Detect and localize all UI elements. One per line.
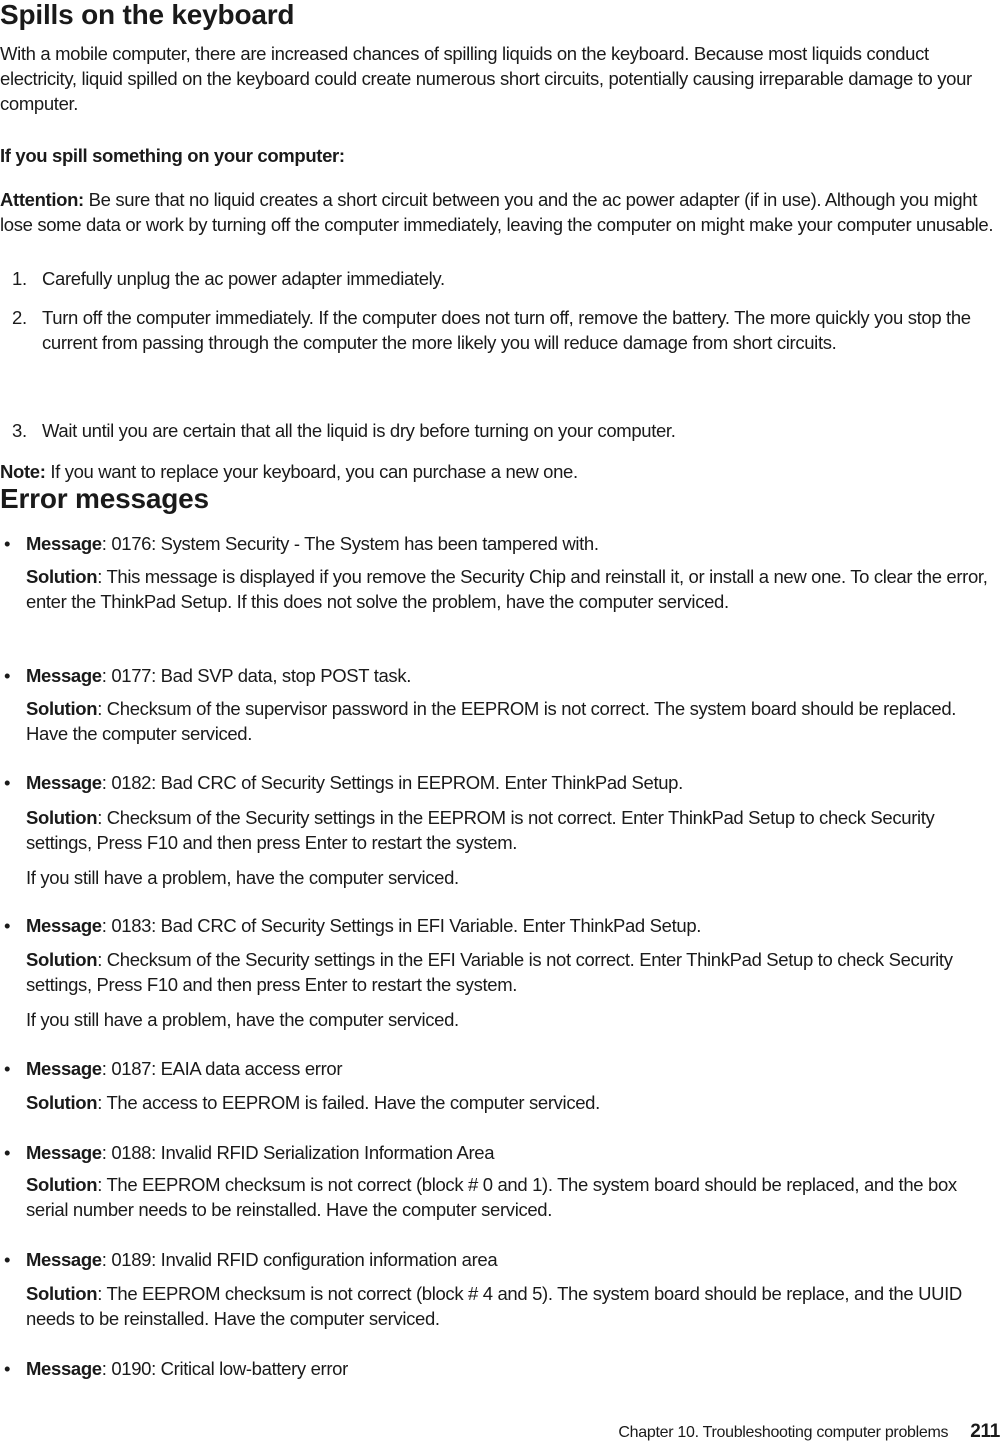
solution-paragraph: Solution: Checksum of the Security settings in the EEPROM is not correct. Enter ThinkPad Setup to check Security settings, Press F10 and then press Enter to restart the system. [26, 807, 935, 853]
solution-text: The access to EEPROM is failed. Have the computer serviced. [106, 1092, 600, 1113]
section-heading-errors: Error messages [0, 483, 209, 514]
step-number: 3. [12, 420, 27, 441]
solution-paragraph: Solution: The access to EEPROM is failed. Have the computer serviced. [26, 1092, 600, 1113]
message-text: 0182: Bad CRC of Security Settings in EEPROM. Enter ThinkPad Setup. [111, 772, 683, 793]
attention-label: Attention: [0, 189, 84, 210]
solution-label: Solution [26, 1283, 98, 1304]
solution-text: The EEPROM checksum is not correct (block # 4 and 5). The system board should be replace, and the UUID needs to be reinstalled. Have the computer serviced. [26, 1283, 962, 1329]
solution-label: Solution [26, 698, 98, 719]
message-label: Message [26, 533, 102, 554]
solution-label: Solution [26, 807, 98, 828]
solution-text: Checksum of the supervisor password in the EEPROM is not correct. The system board should be replaced. Have the computer serviced. [26, 698, 957, 744]
message-label: Message [26, 1358, 102, 1379]
solution-label: Solution [26, 949, 98, 970]
message-label: Message [26, 772, 102, 793]
message-label: Message [26, 665, 102, 686]
solution-text: The EEPROM checksum is not correct (block # 0 and 1). The system board should be replaced, and the box serial number needs to be reinstalled. Have the computer serviced. [26, 1174, 957, 1220]
bullet-icon: • [4, 1358, 11, 1379]
message-label: Message [26, 915, 102, 936]
bullet-icon: • [4, 772, 11, 793]
spill-subheading: If you spill something on your computer: [0, 145, 345, 166]
note-paragraph [0, 459, 1000, 484]
solution-label: Solution [26, 1174, 98, 1195]
message-label: Message [26, 1249, 102, 1270]
message-text: 0189: Invalid RFID configuration information area [111, 1249, 498, 1270]
step-number: 2. [12, 307, 27, 328]
solution-paragraph: Solution: Checksum of the supervisor password in the EEPROM is not correct. The system board should be replaced. Have the computer serviced. [26, 698, 957, 744]
bullet-icon: • [4, 533, 11, 554]
bullet-icon: • [4, 1058, 11, 1079]
page-footer [618, 1422, 1000, 1443]
solution-paragraph: Solution: The EEPROM checksum is not correct (block # 4 and 5). The system board should be replace, and the UUID needs to be reinstalled. Have the computer serviced. [26, 1283, 962, 1329]
message-label: Message [26, 1142, 102, 1163]
page-number: 211 [970, 1421, 1000, 1442]
message-label: Message [26, 1058, 102, 1079]
solution-extra: If you still have a problem, have the computer serviced. [26, 867, 459, 888]
section-heading-spills: Spills on the keyboard [0, 0, 295, 30]
note-text: If you want to replace your keyboard, you can purchase a new one. [50, 461, 578, 482]
document-page: Spills on the keyboard With a mobile computer, there are increased chances of spilling liquids on the keyboard. Because most liquids conduct electricity, liquid spilled on the keyboard could create numerous short circuits, potentially causing irreparable damage to your computer. If you spill something on your computer: Attention: Be sure that no liquid creates a short circuit between you and the ac power adapter (if in use). Although you might lose some data or work by turning off the computer immediately, leaving the computer on might make your computer unusable. 1. Carefully unplug the ac power adapter immediately. 2. Turn off the computer immediately. If the computer does not turn off, remove the battery. The more quickly you stop the current from passing through the computer the more likely you will reduce damage from short circuits. 3. Wait until you are certain that all the liquid is dry before turning on your computer. Note: If you want to replace your keyboard, you can purchase a new one. Error messages • Message: 0176: System Security - The System has been tampered with. Solution: This message is displayed if you remove the Security Chip and reinstall it, or install a new one. To clear the error, enter the ThinkPad Setup. If this does not solve the problem, have the computer serviced. • Message: 0177: Bad SVP data, stop POST task. Solution: Checksum of the supervisor password in the EEPROM is not correct. The system board should be replaced. Have the computer serviced. • Message: 0182: Bad CRC of Security Settings in EEPROM. Enter ThinkPad Setup. Solution: Checksum of the Security settings in the EEPROM is not correct. Enter ThinkPad Setup to check Security settings, Press F10 and then press Enter to restart the system. If you still have a problem, have the computer serviced. • Message: 0183: Bad CRC of Security Settings in EFI Variable. Enter ThinkPad Setup. Solution: Checksum of the Security settings in the EFI Variable is not correct. Enter ThinkPad Setup to check Security settings, Press F10 and then press Enter to restart the system. If you still have a problem, have the computer serviced. • Message: 0187: EAIA data access error Solution: The access to EEPROM is failed. Have the computer serviced. • Message: 0188: Invalid RFID Serialization Information Area Solution: The EEPROM checksum is not correct (block # 0 and 1). The system board should be replaced, and the box serial number needs to be reinstalled. Have the computer serviced. • Message: 0189: Invalid RFID configuration information area Solution: The EEPROM checksum is not correct (block # 4 and 5). The system board should be replace, and the UUID needs to be reinstalled. Have the computer serviced. • Message: 0190: Critical low-battery error Chapter 10. Troubleshooting computer problems 211 [0, 0, 1000, 1442]
solution-text: Checksum of the Security settings in the EFI Variable is not correct. Enter ThinkPad Setup to check Security settings, Press F10 and then press Enter to restart the system. [26, 949, 953, 995]
solution-label: Solution [26, 1092, 98, 1113]
message-text: 0177: Bad SVP data, stop POST task. [111, 665, 412, 686]
message-text: 0183: Bad CRC of Security Settings in EFI Variable. Enter ThinkPad Setup. [111, 915, 702, 936]
attention-text: Be sure that no liquid creates a short circuit between you and the ac power adapter (if in use). Although you might lose some data or work by turning off the computer immediately, leaving the computer on might make your computer unusable. [0, 189, 994, 235]
solution-paragraph: Solution: The EEPROM checksum is not correct (block # 0 and 1). The system board should be replaced, and the box serial number needs to be reinstalled. Have the computer serviced. [26, 1174, 957, 1220]
step-number: 1. [12, 268, 27, 289]
step-text: Wait until you are certain that all the liquid is dry before turning on your computer. [42, 420, 676, 441]
solution-text: This message is displayed if you remove the Security Chip and reinstall it, or install a new one. To clear the error, enter the ThinkPad Setup. If this does not solve the problem, have the computer serviced. [26, 566, 988, 612]
solution-label: Solution [26, 566, 98, 587]
step-text: Turn off the computer immediately. If the computer does not turn off, remove the battery. The more quickly you stop the current from passing through the computer the more likely you will reduce damage from short circuits. [42, 307, 971, 353]
message-text: 0188: Invalid RFID Serialization Information Area [111, 1142, 495, 1163]
message-text: 0187: EAIA data access error [111, 1058, 343, 1079]
spills-intro-paragraph: With a mobile computer, there are increased chances of spilling liquids on the keyboard. Because most liquids conduct electricity, liquid spilled on the keyboard could create numerous short circuits, potentially causing irreparable damage to your computer. [0, 43, 972, 114]
bullet-icon: • [4, 915, 11, 936]
solution-extra: If you still have a problem, have the computer serviced. [26, 1009, 459, 1030]
solution-text: Checksum of the Security settings in the EEPROM is not correct. Enter ThinkPad Setup to check Security settings, Press F10 and then press Enter to restart the system. [26, 807, 935, 853]
note-label: Note: [0, 461, 46, 482]
solution-paragraph: Solution: Checksum of the Security settings in the EFI Variable is not correct. Enter ThinkPad Setup to check Security settings, Press F10 and then press Enter to restart the system. [26, 949, 953, 995]
attention-paragraph [0, 187, 1000, 237]
solution-paragraph: Solution: This message is displayed if you remove the Security Chip and reinstall it, or install a new one. To clear the error, enter the ThinkPad Setup. If this does not solve the problem, have the computer serviced. [26, 566, 988, 612]
bullet-icon: • [4, 665, 11, 686]
step-text: Carefully unplug the ac power adapter immediately. [42, 268, 445, 289]
message-text: 0176: System Security - The System has been tampered with. [111, 533, 599, 554]
bullet-icon: • [4, 1142, 11, 1163]
bullet-icon: • [4, 1249, 11, 1270]
message-text: 0190: Critical low-battery error [111, 1358, 348, 1379]
footer-chapter: Chapter 10. Troubleshooting computer problems [618, 1424, 949, 1441]
